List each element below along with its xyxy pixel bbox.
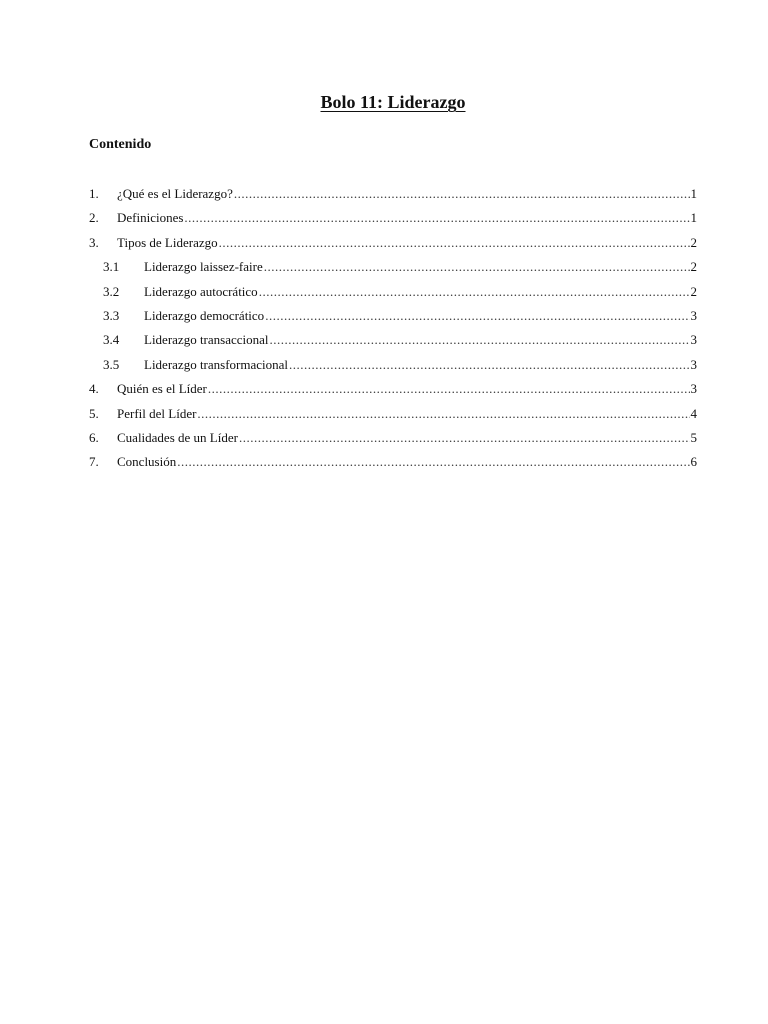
table-of-contents <box>89 182 697 475</box>
toc-entry[interactable] <box>89 206 697 230</box>
toc-entry-number: 5. <box>89 405 99 421</box>
toc-entry-label: Tipos de Liderazgo <box>117 234 218 250</box>
toc-entry[interactable] <box>89 450 697 474</box>
toc-entry-page: 3 <box>690 356 697 372</box>
toc-entry-number: 2. <box>89 210 99 226</box>
toc-entry-number: 1. <box>89 186 99 201</box>
toc-subentry[interactable] <box>89 304 697 328</box>
toc-entry-label: Perfil del Líder <box>117 405 197 421</box>
toc-entry[interactable] <box>89 182 697 206</box>
toc-entry[interactable] <box>89 231 697 255</box>
toc-entry-number: 6. <box>89 429 99 445</box>
toc-dot-leader <box>265 304 689 328</box>
toc-dot-leader <box>208 377 690 401</box>
toc-entry-number: 3.3 <box>103 307 120 323</box>
toc-dot-leader <box>177 450 689 474</box>
toc-entry-number: 3.4 <box>103 332 120 348</box>
toc-dot-leader <box>259 280 690 304</box>
toc-entry-label: Liderazgo laissez-faire <box>144 259 263 275</box>
toc-entry-page: 1 <box>690 186 697 201</box>
toc-entry-page: 2 <box>690 259 697 275</box>
toc-dot-leader <box>184 206 689 230</box>
toc-dot-leader <box>219 231 690 255</box>
toc-dot-leader <box>270 328 690 352</box>
toc-dot-leader <box>239 426 690 450</box>
toc-entry[interactable] <box>89 402 697 426</box>
toc-entry-page: 3 <box>690 332 697 348</box>
toc-entry-page: 5 <box>690 429 697 445</box>
toc-entry-label: ¿Qué es el Liderazgo? <box>117 186 233 201</box>
toc-dot-leader <box>289 353 689 377</box>
toc-subentry[interactable] <box>89 280 697 304</box>
toc-entry-page: 3 <box>690 381 697 397</box>
toc-entry-label: Liderazgo democrático <box>144 307 265 323</box>
toc-entry-label: Quién es el Líder <box>117 381 207 397</box>
toc-entry-number: 7. <box>89 454 99 470</box>
toc-entry-number: 4. <box>89 381 99 397</box>
toc-subentry[interactable] <box>89 328 697 352</box>
toc-entry-page: 4 <box>690 405 697 421</box>
toc-dot-leader <box>234 182 690 206</box>
toc-entry-number: 3.1 <box>103 259 120 275</box>
toc-entry-page: 2 <box>690 234 697 250</box>
toc-entry-label: Liderazgo transaccional <box>144 332 269 348</box>
toc-entry-page: 1 <box>690 210 697 226</box>
toc-entry[interactable] <box>89 377 697 401</box>
document-title: Bolo 11: Liderazgo <box>320 92 466 112</box>
toc-heading: Contenido <box>89 137 152 152</box>
toc-dot-leader <box>197 402 689 426</box>
toc-entry-number: 3. <box>89 234 99 250</box>
toc-entry-page: 6 <box>690 454 697 470</box>
toc-dot-leader <box>264 255 690 279</box>
toc-entry-label: Definiciones <box>117 210 184 226</box>
toc-entry-label: Cualidades de un Líder <box>117 429 238 445</box>
toc-subentry[interactable] <box>89 255 697 279</box>
toc-entry-page: 3 <box>690 307 697 323</box>
toc-subentry[interactable] <box>89 353 697 377</box>
toc-entry-page: 2 <box>690 283 697 299</box>
toc-entry[interactable] <box>89 426 697 450</box>
toc-entry-label: Conclusión <box>117 454 177 470</box>
toc-entry-label: Liderazgo transformacional <box>144 356 289 372</box>
toc-entry-number: 3.5 <box>103 356 120 372</box>
toc-entry-label: Liderazgo autocrático <box>144 283 258 299</box>
toc-entry-number: 3.2 <box>103 283 120 299</box>
